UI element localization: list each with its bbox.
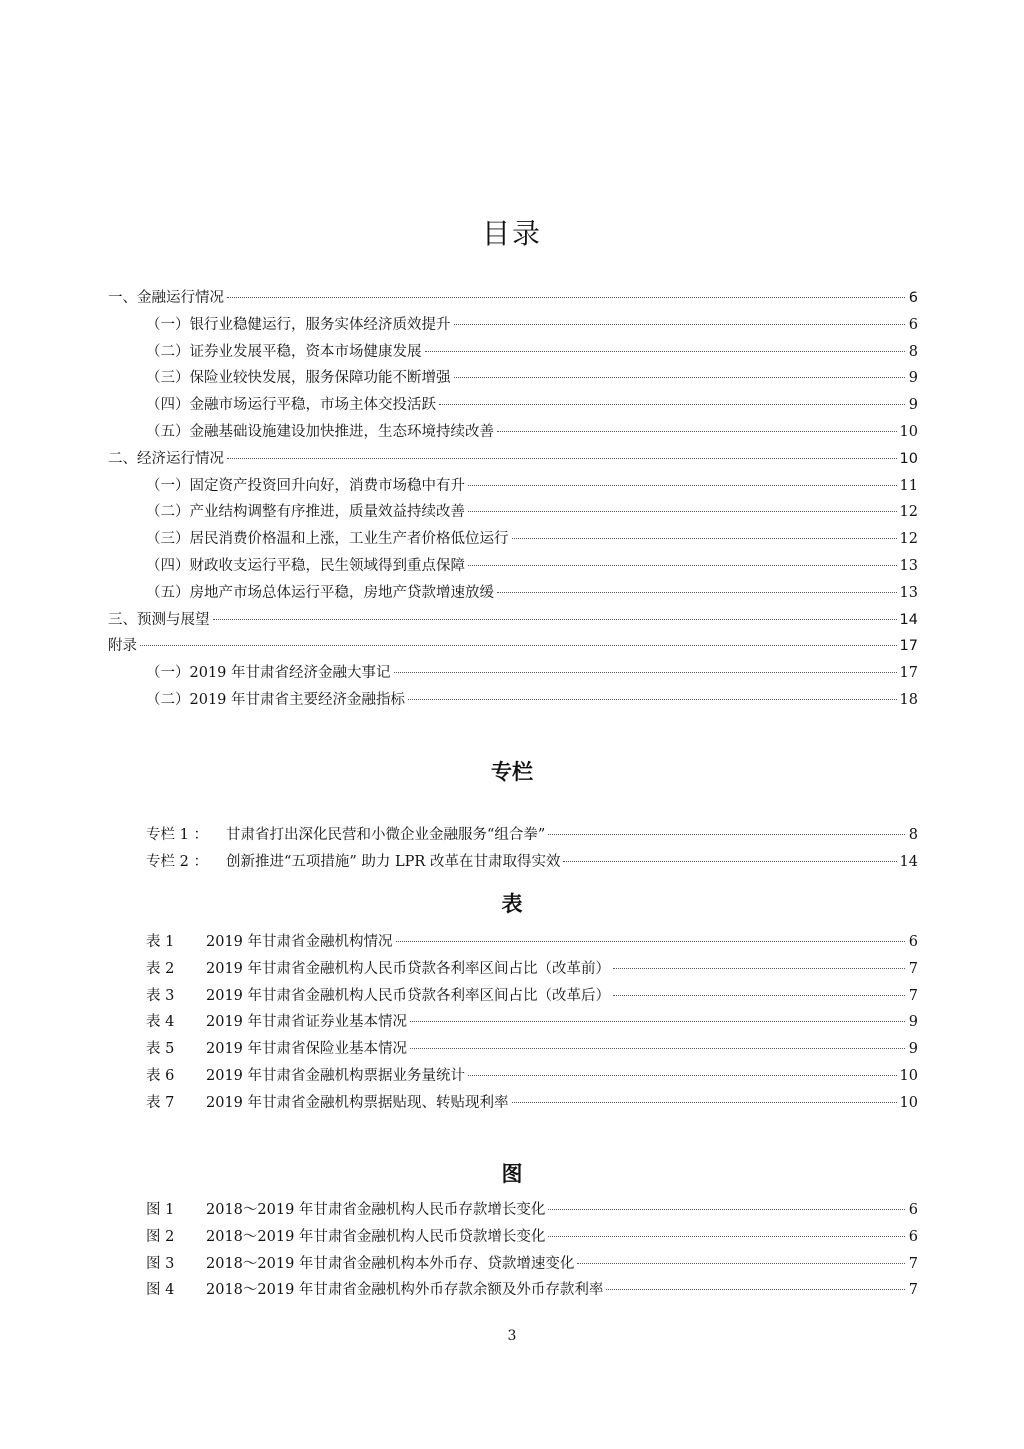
table-entry-page: 7	[908, 987, 918, 1004]
page-title: 目录	[481, 217, 542, 250]
dot-leader	[468, 565, 897, 566]
toc-subsection-page: 12	[899, 531, 918, 548]
column-entry-page: 8	[908, 827, 918, 843]
dot-leader	[408, 699, 897, 700]
toc-subsection-page: 10	[899, 423, 918, 440]
toc-subsection-text: （五）金融基础设施建设加快推进，生态环境持续改善	[146, 423, 494, 440]
column-entry-page: 14	[899, 853, 918, 870]
dot-leader	[497, 431, 897, 432]
figure-entry-page: 6	[908, 1202, 918, 1218]
dot-leader	[425, 351, 906, 352]
dot-leader	[497, 592, 897, 593]
table-entry-label: 表 3	[146, 987, 175, 1004]
table-entry-page: 10	[899, 1094, 918, 1111]
toc-subsection-text: （三）保险业较快发展，服务保障功能不断增强	[146, 370, 451, 387]
toc-section-text: 二、经济运行情况	[108, 450, 224, 467]
table-entry-page: 6	[908, 934, 918, 950]
dot-leader	[410, 1048, 905, 1049]
toc-subsection[interactable]	[108, 419, 918, 446]
toc-subsection-page: 8	[908, 343, 918, 360]
toc-subsection-text: （二）2019 年甘肃省主要经济金融指标	[146, 691, 406, 708]
columns-list	[146, 822, 918, 876]
table-entry-page: 9	[908, 1041, 918, 1058]
toc-subsection-page: 9	[908, 397, 918, 414]
toc-subsection[interactable]	[108, 553, 918, 580]
toc-section-page: 10	[899, 450, 918, 467]
column-entry[interactable]	[146, 822, 918, 849]
table-entry-page: 7	[908, 960, 918, 977]
figure-entry-page: 6	[908, 1228, 918, 1245]
dot-leader	[512, 538, 897, 539]
tables-list	[146, 929, 918, 1117]
toc-subsection-page: 9	[908, 370, 918, 387]
dot-leader	[512, 1102, 897, 1103]
column-entry-text: 甘肃省打出深化民营和小微企业金融服务“组合拳”	[226, 827, 546, 843]
figure-entry[interactable]	[146, 1224, 918, 1251]
table-entry[interactable]	[146, 1063, 918, 1090]
dot-leader	[394, 672, 897, 673]
toc-subsection-text: （一）2019 年甘肃省经济金融大事记	[146, 665, 391, 682]
toc-subsection[interactable]	[108, 499, 918, 526]
dot-leader	[577, 1263, 905, 1264]
dot-leader	[548, 1236, 905, 1237]
figure-entry-text: 2018～2019 年甘肃省金融机构本外币存、贷款增速变化	[206, 1255, 575, 1272]
table-entry[interactable]	[146, 1009, 918, 1036]
table-entry-text: 2019 年甘肃省金融机构人民币贷款各利率区间占比（改革前）	[206, 960, 611, 977]
dot-leader	[140, 645, 897, 646]
toc-subsection[interactable]	[108, 392, 918, 419]
dot-leader	[410, 1021, 905, 1022]
toc-section-page: 14	[899, 611, 918, 628]
table-entry-text: 2019 年甘肃省金融机构人民币贷款各利率区间占比（改革后）	[206, 987, 611, 1004]
toc-subsection-text: （一）银行业稳健运行，服务实体经济质效提升	[146, 316, 451, 333]
toc-section-text: 三、预测与展望	[108, 611, 210, 628]
page-number: 3	[507, 1328, 517, 1344]
toc-section[interactable]	[108, 633, 918, 660]
toc-subsection-text: （四）金融市场运行平稳，市场主体交投活跃	[146, 397, 436, 414]
table-entry-label: 表 1	[146, 934, 175, 950]
figure-entry-text: 2018～2019 年甘肃省金融机构人民币存款增长变化	[206, 1202, 546, 1218]
table-entry-label: 表 6	[146, 1067, 175, 1084]
table-entry-label: 表 5	[146, 1041, 175, 1058]
toc-section[interactable]	[108, 446, 918, 473]
toc-section-page: 17	[899, 638, 918, 655]
figure-entry-text: 2018～2019 年甘肃省金融机构外币存款余额及外币存款利率	[206, 1282, 604, 1299]
column-entry[interactable]	[146, 849, 918, 876]
toc-section-text: 附录	[108, 638, 137, 655]
figure-entry-text: 2018～2019 年甘肃省金融机构人民币贷款增长变化	[206, 1228, 546, 1245]
toc-subsection[interactable]	[108, 660, 918, 687]
table-entry-text: 2019 年甘肃省金融机构票据贴现、转贴现利率	[206, 1094, 509, 1111]
table-entry[interactable]	[146, 1036, 918, 1063]
figure-entry-page: 7	[908, 1255, 918, 1272]
figures-list	[146, 1197, 918, 1304]
toc-subsection-page: 13	[899, 584, 918, 601]
dot-leader	[563, 861, 896, 862]
toc-subsection-page: 6	[908, 316, 918, 333]
toc-section[interactable]	[108, 285, 918, 312]
dot-leader	[548, 1209, 905, 1210]
toc-subsection[interactable]	[108, 312, 918, 339]
table-entry[interactable]	[146, 1090, 918, 1117]
figure-entry-page: 7	[908, 1282, 918, 1299]
figure-entry-label: 图 3	[146, 1255, 175, 1272]
columns-heading: 专栏	[491, 760, 533, 784]
toc-subsection-text: （二）证券业发展平稳，资本市场健康发展	[146, 343, 422, 360]
toc-subsection-text: （四）财政收支运行平稳，民生领域得到重点保障	[146, 557, 465, 574]
toc-subsection-page: 11	[899, 477, 918, 494]
dot-leader	[468, 485, 897, 486]
table-entry-text: 2019 年甘肃省保险业基本情况	[206, 1041, 408, 1058]
toc-subsection-page: 17	[899, 665, 918, 682]
toc-subsection-page: 12	[899, 504, 918, 521]
toc-section-page: 6	[908, 290, 918, 306]
figure-entry-label: 图 4	[146, 1282, 175, 1299]
toc-subsection-text: （一）固定资产投资回升向好，消费市场稳中有升	[146, 477, 465, 494]
dot-leader	[468, 511, 897, 512]
figure-entry[interactable]	[146, 1197, 918, 1224]
tables-heading: 表	[501, 892, 523, 916]
dot-leader	[227, 458, 897, 459]
toc-subsection-page: 18	[899, 691, 918, 708]
dot-leader	[227, 297, 905, 298]
table-entry[interactable]	[146, 929, 918, 956]
column-entry-label: 专栏 1 ：	[146, 827, 208, 843]
toc-list	[108, 285, 918, 714]
dot-leader	[439, 404, 905, 405]
toc-subsection[interactable]	[108, 526, 918, 553]
table-entry-text: 2019 年甘肃省证券业基本情况	[206, 1014, 408, 1031]
toc-subsection[interactable]	[108, 580, 918, 607]
dot-leader	[613, 968, 905, 969]
dot-leader	[606, 1289, 905, 1290]
dot-leader	[468, 1075, 897, 1076]
toc-subsection-text: （三）居民消费价格温和上涨，工业生产者价格低位运行	[146, 531, 509, 548]
table-entry-text: 2019 年甘肃省金融机构情况	[206, 934, 393, 950]
toc-subsection-page: 13	[899, 557, 918, 574]
figure-entry-label: 图 2	[146, 1228, 175, 1245]
table-entry-text: 2019 年甘肃省金融机构票据业务量统计	[206, 1067, 466, 1084]
toc-subsection[interactable]	[108, 687, 918, 714]
table-entry-label: 表 4	[146, 1014, 175, 1031]
toc-subsection-text: （五）房地产市场总体运行平稳，房地产贷款增速放缓	[146, 584, 494, 601]
dot-leader	[613, 995, 905, 996]
column-entry-text: 创新推进“五项措施” 助力 LPR 改革在甘肃取得实效	[226, 853, 561, 870]
table-entry-page: 10	[899, 1067, 918, 1084]
toc-subsection[interactable]	[108, 365, 918, 392]
figures-heading: 图	[501, 1162, 523, 1186]
dot-leader	[454, 324, 906, 325]
table-entry-label: 表 2	[146, 960, 175, 977]
table-entry-label: 表 7	[146, 1094, 175, 1111]
toc-subsection[interactable]	[108, 339, 918, 366]
table-entry[interactable]	[146, 956, 918, 983]
dot-leader	[454, 377, 906, 378]
toc-subsection[interactable]	[108, 473, 918, 500]
dot-leader	[213, 619, 897, 620]
figure-entry[interactable]	[146, 1277, 918, 1304]
table-entry[interactable]	[146, 983, 918, 1010]
table-entry-page: 9	[908, 1014, 918, 1031]
dot-leader	[548, 834, 905, 835]
dot-leader	[396, 941, 905, 942]
toc-section[interactable]	[108, 607, 918, 634]
toc-subsection-text: （二）产业结构调整有序推进，质量效益持续改善	[146, 504, 465, 521]
toc-section-text: 一、金融运行情况	[108, 290, 224, 306]
column-entry-label: 专栏 2 ：	[146, 853, 208, 870]
figure-entry[interactable]	[146, 1251, 918, 1278]
figure-entry-label: 图 1	[146, 1202, 175, 1218]
